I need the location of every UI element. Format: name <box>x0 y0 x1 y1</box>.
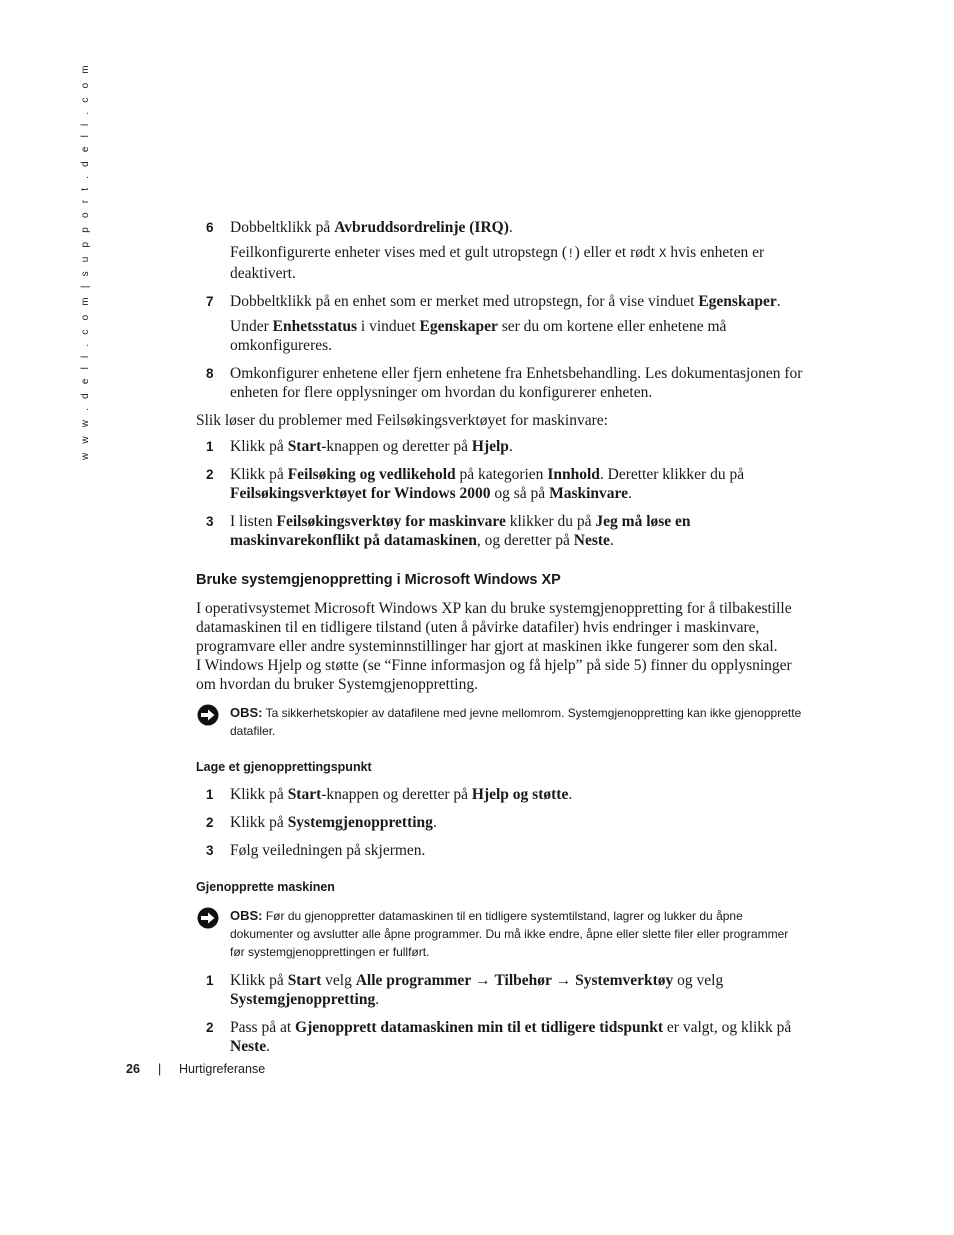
step-number: 1 <box>206 973 214 988</box>
step-text: Klikk på Start-knappen og deretter på Hjelp. <box>230 438 513 455</box>
note-label: OBS: <box>230 908 263 923</box>
notice-arrow-icon <box>197 907 219 929</box>
hw-intro: Slik løser du problemer med Feilsøkingsverktøyet for maskinvare: <box>196 412 608 429</box>
step-number: 3 <box>206 843 214 858</box>
step-number: 1 <box>206 787 214 802</box>
step-number: 1 <box>206 439 214 454</box>
heading-restore-point: Lage et gjenopprettingspunkt <box>196 760 372 774</box>
step-text: Klikk på Start velg Alle programmer → Tilbehør → Systemverktøy og velg Systemgjenoppretting. <box>230 972 724 1008</box>
bold-term: Enhetsstatus <box>272 318 358 335</box>
note-text: Ta sikkerhetskopier av datafilene med jevne mellomrom. Systemgjenoppretting kan ikke gjenopprette datafiler. <box>230 706 802 738</box>
footer-title: Hurtigreferanse <box>179 1062 266 1076</box>
bold-term: Start <box>287 972 322 989</box>
list-item <box>196 813 806 832</box>
step-text: I listen Feilsøkingsverktøy for maskinvare klikker du på Jeg må løse en maskinvarekonflikt på datamaskinen, og deretter på Neste. <box>230 513 691 549</box>
symbol-glyph: X <box>658 247 667 261</box>
footer-separator: | <box>158 1062 162 1076</box>
list-item <box>196 1018 806 1056</box>
bold-term: Jeg må løse en maskinvarekonflikt på datamaskinen <box>230 513 691 549</box>
note-backup <box>196 704 806 740</box>
bold-term: Feilsøkingsverktøy for maskinvare <box>276 513 506 530</box>
steps-restore-point <box>196 785 806 860</box>
list-item <box>196 218 806 283</box>
step-subtext: Feilkonfigurerte enheter vises med et gult utropstegn (!) eller et rødt X hvis enheten er deaktivert. <box>230 244 765 282</box>
bold-term: Feilsøking og vedlikehold <box>287 466 456 483</box>
list-item <box>196 841 806 860</box>
list-item <box>196 364 806 402</box>
step-text: Følg veiledningen på skjermen. <box>230 842 426 859</box>
list-item <box>196 292 806 355</box>
bold-term: Egenskaper <box>419 318 498 335</box>
list-item <box>196 512 806 550</box>
step-text: Klikk på Feilsøking og vedlikehold på kategorien Innhold. Deretter klikker du på Feilsøkingsverktøyet for Windows 2000 og så på Maskinvare. <box>230 466 745 502</box>
bold-term: Systemgjenoppretting <box>287 814 433 831</box>
list-item <box>196 465 806 503</box>
list-item <box>196 785 806 804</box>
notice-arrow-icon <box>197 704 219 726</box>
steps-irq <box>196 218 806 402</box>
bold-term: Gjenopprett datamaskinen min til et tidligere tidspunkt <box>295 1019 664 1036</box>
bold-term: Egenskaper <box>698 293 777 310</box>
list-item <box>196 437 806 456</box>
bold-term: Tilbehør <box>494 972 552 989</box>
heading-system-restore: Bruke systemgjenoppretting i Microsoft Windows XP <box>196 572 561 588</box>
step-text: Dobbeltklikk på en enhet som er merket med utropstegn, for å vise vinduet Egenskaper. <box>230 293 781 310</box>
note-text: Før du gjenoppretter datamaskinen til en tidligere systemtilstand, lagrer og lukker du åpne dokumenter og avslutter alle åpne programmer. Du må ikke endre, åpne eller slette filer eller programmer før systemgjenopprettingen er fullført. <box>230 909 789 959</box>
step-text: Dobbeltklikk på Avbruddsordrelinje (IRQ). <box>230 219 513 236</box>
step-text: Klikk på Start-knappen og deretter på Hjelp og støtte. <box>230 786 573 803</box>
step-number: 8 <box>206 366 214 381</box>
restore-para-1: I operativsystemet Microsoft Windows XP kan du bruke systemgjenoppretting for å tilbakestille datamaskinen til en tidligere tilstand (uten å påvirke datafiler) hvis endringer i maskinvare, programvare eller andre systeminnstillinger har gjort at maskinen ikke fungerer som den skal. <box>196 600 792 655</box>
restore-para-2: I Windows Hjelp og støtte (se “Finne informasjon og få hjelp” på side 5) finner du opplysninger om hvordan du bruker Systemgjenoppretting. <box>196 657 792 693</box>
bold-term: Innhold <box>547 466 600 483</box>
step-number: 2 <box>206 1020 214 1035</box>
bold-term: Hjelp <box>471 438 509 455</box>
step-subtext: Under Enhetsstatus i vinduet Egenskaper ser du om kortene eller enhetene må omkonfigureres. <box>230 318 727 354</box>
step-number: 3 <box>206 514 214 529</box>
step-number: 7 <box>206 294 214 309</box>
bold-term: Start <box>287 786 322 803</box>
step-number: 2 <box>206 467 214 482</box>
note-label: OBS: <box>230 705 263 720</box>
step-text: Omkonfigurer enhetene eller fjern enhetene fra Enhetsbehandling. Les dokumentasjonen for enheten for flere opplysninger om hvordan du konfigurerer enheten. <box>230 365 803 401</box>
bold-term: Alle programmer <box>355 972 472 989</box>
main-content <box>196 218 806 1065</box>
step-text: Pass på at Gjenopprett datamaskinen min til et tidligere tidspunkt er valgt, og klikk på Neste. <box>230 1019 792 1055</box>
list-item <box>196 971 806 1009</box>
bold-term: Neste <box>573 532 610 549</box>
bold-term: Systemverktøy <box>575 972 674 989</box>
step-number: 6 <box>206 220 214 235</box>
heading-recover-computer: Gjenopprette maskinen <box>196 880 335 894</box>
sidebar-url: w w w . d e l l . c o m | s u p p o r t . d e l l . c o m <box>80 62 91 460</box>
bold-term: Maskinvare <box>549 485 629 502</box>
bold-term: Avbruddsordrelinje (IRQ) <box>334 219 509 236</box>
steps-recover <box>196 971 806 1056</box>
steps-hw-troubleshooter <box>196 437 806 550</box>
bold-term: Systemgjenoppretting <box>230 991 376 1008</box>
symbol-glyph: ! <box>567 247 575 261</box>
note-close-programs <box>196 907 806 961</box>
step-number: 2 <box>206 815 214 830</box>
bold-term: Hjelp og støtte <box>471 786 569 803</box>
bold-term: Neste <box>230 1038 267 1055</box>
step-text: Klikk på Systemgjenoppretting. <box>230 814 437 831</box>
bold-term: Feilsøkingsverktøyet for Windows 2000 <box>230 485 495 502</box>
page-number: 26 <box>126 1062 140 1076</box>
bold-term: Start <box>287 438 322 455</box>
